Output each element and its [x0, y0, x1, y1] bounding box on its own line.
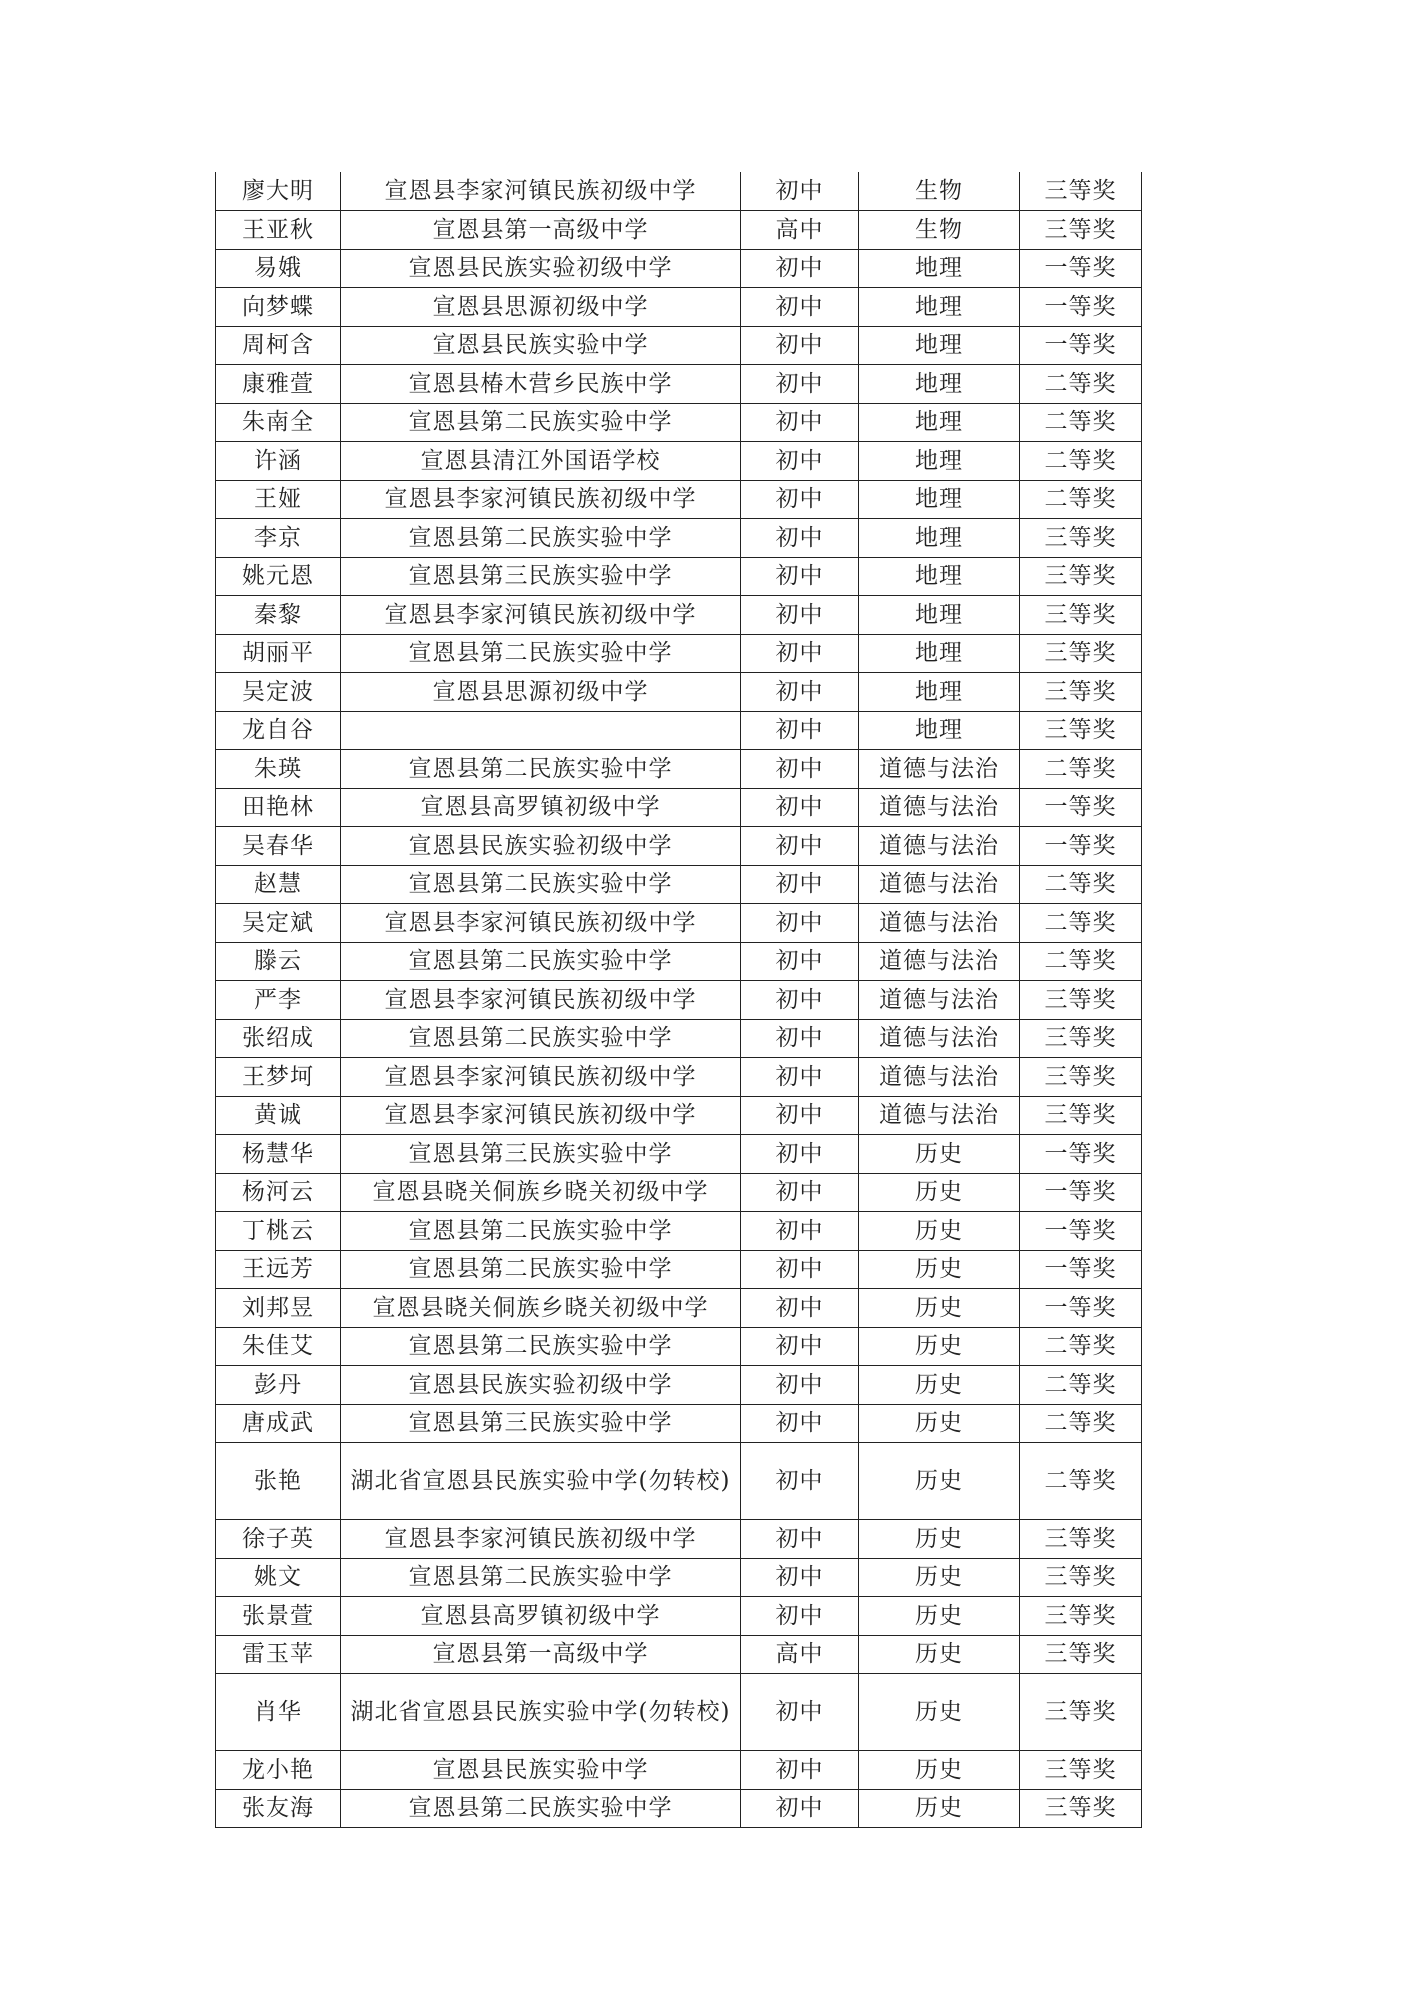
award-cell: 二等奖 — [1020, 1327, 1142, 1366]
award-cell: 一等奖 — [1020, 788, 1142, 827]
award-cell: 一等奖 — [1020, 827, 1142, 866]
student-name-cell: 黄诚 — [216, 1096, 341, 1135]
school-level-cell: 初中 — [741, 1520, 859, 1559]
table-row — [216, 403, 1142, 442]
table-row — [216, 981, 1142, 1020]
school-level-cell: 初中 — [741, 1443, 859, 1520]
school-level-cell: 初中 — [741, 1327, 859, 1366]
school-level-cell: 初中 — [741, 865, 859, 904]
school-level-cell: 初中 — [741, 1212, 859, 1251]
table-row — [216, 1058, 1142, 1097]
table-row — [216, 326, 1142, 365]
award-cell: 三等奖 — [1020, 557, 1142, 596]
award-table-body — [216, 172, 1142, 1828]
school-level-cell: 初中 — [741, 1289, 859, 1328]
table-row — [216, 673, 1142, 712]
table-row — [216, 172, 1142, 211]
student-name-cell: 朱瑛 — [216, 750, 341, 789]
school-cell: 宣恩县思源初级中学 — [341, 288, 741, 327]
table-row — [216, 1674, 1142, 1751]
school-cell: 湖北省宣恩县民族实验中学(勿转校) — [341, 1674, 741, 1751]
award-cell: 一等奖 — [1020, 1289, 1142, 1328]
student-name-cell: 王娅 — [216, 480, 341, 519]
table-row — [216, 1751, 1142, 1790]
school-cell: 宣恩县第一高级中学 — [341, 1635, 741, 1674]
student-name-cell: 许涵 — [216, 442, 341, 481]
school-cell: 宣恩县民族实验初级中学 — [341, 249, 741, 288]
school-cell: 宣恩县第二民族实验中学 — [341, 1558, 741, 1597]
school-level-cell: 初中 — [741, 596, 859, 635]
award-cell: 三等奖 — [1020, 1674, 1142, 1751]
student-name-cell: 康雅萱 — [216, 365, 341, 404]
school-cell: 宣恩县民族实验初级中学 — [341, 1366, 741, 1405]
student-name-cell: 向梦蝶 — [216, 288, 341, 327]
school-cell: 宣恩县第二民族实验中学 — [341, 1250, 741, 1289]
student-name-cell: 杨河云 — [216, 1173, 341, 1212]
table-row — [216, 904, 1142, 943]
student-name-cell: 唐成武 — [216, 1404, 341, 1443]
table-row — [216, 519, 1142, 558]
school-cell: 宣恩县晓关侗族乡晓关初级中学 — [341, 1173, 741, 1212]
table-row — [216, 1173, 1142, 1212]
school-level-cell: 初中 — [741, 1751, 859, 1790]
award-cell: 三等奖 — [1020, 519, 1142, 558]
table-row — [216, 1404, 1142, 1443]
subject-cell: 地理 — [859, 634, 1020, 673]
table-row — [216, 1558, 1142, 1597]
school-cell: 宣恩县第二民族实验中学 — [341, 1789, 741, 1828]
school-cell: 宣恩县第三民族实验中学 — [341, 557, 741, 596]
subject-cell: 道德与法治 — [859, 904, 1020, 943]
table-row — [216, 1520, 1142, 1559]
student-name-cell: 吴春华 — [216, 827, 341, 866]
student-name-cell: 杨慧华 — [216, 1135, 341, 1174]
school-level-cell: 初中 — [741, 249, 859, 288]
table-row — [216, 1019, 1142, 1058]
school-cell: 宣恩县李家河镇民族初级中学 — [341, 904, 741, 943]
school-level-cell: 初中 — [741, 365, 859, 404]
school-level-cell: 初中 — [741, 1404, 859, 1443]
school-cell: 宣恩县椿木营乡民族中学 — [341, 365, 741, 404]
table-row — [216, 1096, 1142, 1135]
table-row — [216, 1635, 1142, 1674]
subject-cell: 历史 — [859, 1751, 1020, 1790]
subject-cell: 历史 — [859, 1789, 1020, 1828]
school-level-cell: 初中 — [741, 827, 859, 866]
table-row — [216, 750, 1142, 789]
subject-cell: 道德与法治 — [859, 1058, 1020, 1097]
school-level-cell: 初中 — [741, 788, 859, 827]
award-cell: 三等奖 — [1020, 1096, 1142, 1135]
school-level-cell: 初中 — [741, 750, 859, 789]
student-name-cell: 吴定斌 — [216, 904, 341, 943]
table-row — [216, 211, 1142, 250]
subject-cell: 地理 — [859, 596, 1020, 635]
table-row — [216, 249, 1142, 288]
student-name-cell: 张景萱 — [216, 1597, 341, 1636]
subject-cell: 地理 — [859, 403, 1020, 442]
award-cell: 一等奖 — [1020, 326, 1142, 365]
school-level-cell: 初中 — [741, 326, 859, 365]
award-cell: 三等奖 — [1020, 1520, 1142, 1559]
table-row — [216, 1443, 1142, 1520]
subject-cell: 生物 — [859, 211, 1020, 250]
school-cell: 湖北省宣恩县民族实验中学(勿转校) — [341, 1443, 741, 1520]
table-row — [216, 1327, 1142, 1366]
school-level-cell: 高中 — [741, 1635, 859, 1674]
subject-cell: 历史 — [859, 1289, 1020, 1328]
subject-cell: 地理 — [859, 480, 1020, 519]
student-name-cell: 易娥 — [216, 249, 341, 288]
school-level-cell: 初中 — [741, 634, 859, 673]
award-cell: 一等奖 — [1020, 1135, 1142, 1174]
school-cell: 宣恩县李家河镇民族初级中学 — [341, 172, 741, 211]
school-level-cell: 初中 — [741, 673, 859, 712]
award-cell: 一等奖 — [1020, 1173, 1142, 1212]
school-cell: 宣恩县第二民族实验中学 — [341, 634, 741, 673]
school-cell: 宣恩县第二民族实验中学 — [341, 750, 741, 789]
subject-cell: 历史 — [859, 1635, 1020, 1674]
subject-cell: 地理 — [859, 288, 1020, 327]
student-name-cell: 李京 — [216, 519, 341, 558]
school-cell: 宣恩县第一高级中学 — [341, 211, 741, 250]
table-row — [216, 442, 1142, 481]
school-cell: 宣恩县民族实验初级中学 — [341, 827, 741, 866]
school-cell: 宣恩县李家河镇民族初级中学 — [341, 480, 741, 519]
student-name-cell: 朱南全 — [216, 403, 341, 442]
school-cell: 宣恩县李家河镇民族初级中学 — [341, 1096, 741, 1135]
subject-cell: 历史 — [859, 1404, 1020, 1443]
subject-cell: 地理 — [859, 326, 1020, 365]
subject-cell: 地理 — [859, 442, 1020, 481]
table-row — [216, 1289, 1142, 1328]
table-row — [216, 596, 1142, 635]
table-row — [216, 1789, 1142, 1828]
award-cell: 三等奖 — [1020, 1558, 1142, 1597]
award-cell: 一等奖 — [1020, 288, 1142, 327]
subject-cell: 道德与法治 — [859, 827, 1020, 866]
table-row — [216, 1366, 1142, 1405]
student-name-cell: 雷玉苹 — [216, 1635, 341, 1674]
student-name-cell: 姚文 — [216, 1558, 341, 1597]
school-cell: 宣恩县清江外国语学校 — [341, 442, 741, 481]
subject-cell: 道德与法治 — [859, 981, 1020, 1020]
school-level-cell: 初中 — [741, 1173, 859, 1212]
school-level-cell: 初中 — [741, 480, 859, 519]
subject-cell: 历史 — [859, 1327, 1020, 1366]
table-row — [216, 557, 1142, 596]
student-name-cell: 朱佳艾 — [216, 1327, 341, 1366]
school-cell: 宣恩县第二民族实验中学 — [341, 942, 741, 981]
subject-cell: 历史 — [859, 1250, 1020, 1289]
award-cell: 三等奖 — [1020, 1751, 1142, 1790]
school-level-cell: 初中 — [741, 1019, 859, 1058]
school-level-cell: 初中 — [741, 519, 859, 558]
award-cell: 三等奖 — [1020, 1635, 1142, 1674]
school-level-cell: 高中 — [741, 211, 859, 250]
subject-cell: 历史 — [859, 1443, 1020, 1520]
award-cell: 三等奖 — [1020, 673, 1142, 712]
award-cell: 一等奖 — [1020, 1250, 1142, 1289]
award-cell: 一等奖 — [1020, 249, 1142, 288]
school-cell: 宣恩县晓关侗族乡晓关初级中学 — [341, 1289, 741, 1328]
subject-cell: 道德与法治 — [859, 942, 1020, 981]
student-name-cell: 周柯含 — [216, 326, 341, 365]
subject-cell: 地理 — [859, 711, 1020, 750]
student-name-cell: 王远芳 — [216, 1250, 341, 1289]
school-level-cell: 初中 — [741, 288, 859, 327]
student-name-cell: 严李 — [216, 981, 341, 1020]
award-cell: 一等奖 — [1020, 1212, 1142, 1251]
table-row — [216, 1250, 1142, 1289]
award-cell: 三等奖 — [1020, 1597, 1142, 1636]
table-row — [216, 1597, 1142, 1636]
student-name-cell: 丁桃云 — [216, 1212, 341, 1251]
school-cell: 宣恩县李家河镇民族初级中学 — [341, 1058, 741, 1097]
school-level-cell: 初中 — [741, 1250, 859, 1289]
award-cell: 三等奖 — [1020, 711, 1142, 750]
school-cell: 宣恩县第二民族实验中学 — [341, 519, 741, 558]
student-name-cell: 彭丹 — [216, 1366, 341, 1405]
subject-cell: 地理 — [859, 519, 1020, 558]
award-cell: 三等奖 — [1020, 172, 1142, 211]
school-cell: 宣恩县李家河镇民族初级中学 — [341, 596, 741, 635]
award-cell: 三等奖 — [1020, 1019, 1142, 1058]
award-table — [215, 172, 1142, 1828]
school-cell: 宣恩县高罗镇初级中学 — [341, 1597, 741, 1636]
table-row — [216, 827, 1142, 866]
school-level-cell: 初中 — [741, 1789, 859, 1828]
student-name-cell: 刘邦昱 — [216, 1289, 341, 1328]
award-cell: 二等奖 — [1020, 904, 1142, 943]
subject-cell: 历史 — [859, 1173, 1020, 1212]
award-cell: 二等奖 — [1020, 442, 1142, 481]
student-name-cell: 廖大明 — [216, 172, 341, 211]
subject-cell: 历史 — [859, 1135, 1020, 1174]
school-level-cell: 初中 — [741, 1096, 859, 1135]
school-level-cell: 初中 — [741, 942, 859, 981]
school-level-cell: 初中 — [741, 1597, 859, 1636]
table-row — [216, 711, 1142, 750]
school-cell: 宣恩县第二民族实验中学 — [341, 1327, 741, 1366]
school-cell: 宣恩县民族实验中学 — [341, 1751, 741, 1790]
school-cell: 宣恩县高罗镇初级中学 — [341, 788, 741, 827]
subject-cell: 历史 — [859, 1674, 1020, 1751]
student-name-cell: 龙自谷 — [216, 711, 341, 750]
school-level-cell: 初中 — [741, 1366, 859, 1405]
school-level-cell: 初中 — [741, 981, 859, 1020]
subject-cell: 地理 — [859, 673, 1020, 712]
school-cell: 宣恩县第三民族实验中学 — [341, 1135, 741, 1174]
student-name-cell: 龙小艳 — [216, 1751, 341, 1790]
school-level-cell: 初中 — [741, 557, 859, 596]
award-cell: 三等奖 — [1020, 1789, 1142, 1828]
school-level-cell: 初中 — [741, 711, 859, 750]
student-name-cell: 田艳林 — [216, 788, 341, 827]
student-name-cell: 张绍成 — [216, 1019, 341, 1058]
subject-cell: 道德与法治 — [859, 865, 1020, 904]
student-name-cell: 胡丽平 — [216, 634, 341, 673]
award-cell: 二等奖 — [1020, 1404, 1142, 1443]
subject-cell: 道德与法治 — [859, 1096, 1020, 1135]
school-level-cell: 初中 — [741, 442, 859, 481]
table-row — [216, 788, 1142, 827]
student-name-cell: 肖华 — [216, 1674, 341, 1751]
table-row — [216, 288, 1142, 327]
award-cell: 二等奖 — [1020, 942, 1142, 981]
school-cell — [341, 711, 741, 750]
table-row — [216, 365, 1142, 404]
award-cell: 二等奖 — [1020, 865, 1142, 904]
award-cell: 二等奖 — [1020, 365, 1142, 404]
student-name-cell: 赵慧 — [216, 865, 341, 904]
subject-cell: 道德与法治 — [859, 788, 1020, 827]
school-level-cell: 初中 — [741, 1058, 859, 1097]
school-cell: 宣恩县第二民族实验中学 — [341, 865, 741, 904]
school-level-cell: 初中 — [741, 1135, 859, 1174]
student-name-cell: 张艳 — [216, 1443, 341, 1520]
award-cell: 三等奖 — [1020, 634, 1142, 673]
table-row — [216, 480, 1142, 519]
school-cell: 宣恩县思源初级中学 — [341, 673, 741, 712]
student-name-cell: 王梦坷 — [216, 1058, 341, 1097]
subject-cell: 道德与法治 — [859, 1019, 1020, 1058]
student-name-cell: 张友海 — [216, 1789, 341, 1828]
school-level-cell: 初中 — [741, 1674, 859, 1751]
table-row — [216, 1135, 1142, 1174]
school-cell: 宣恩县李家河镇民族初级中学 — [341, 1520, 741, 1559]
school-cell: 宣恩县第二民族实验中学 — [341, 403, 741, 442]
subject-cell: 生物 — [859, 172, 1020, 211]
school-level-cell: 初中 — [741, 403, 859, 442]
award-cell: 二等奖 — [1020, 480, 1142, 519]
student-name-cell: 滕云 — [216, 942, 341, 981]
subject-cell: 地理 — [859, 557, 1020, 596]
subject-cell: 历史 — [859, 1212, 1020, 1251]
award-cell: 三等奖 — [1020, 211, 1142, 250]
school-cell: 宣恩县第二民族实验中学 — [341, 1019, 741, 1058]
school-cell: 宣恩县第三民族实验中学 — [341, 1404, 741, 1443]
school-level-cell: 初中 — [741, 172, 859, 211]
award-cell: 三等奖 — [1020, 596, 1142, 635]
subject-cell: 历史 — [859, 1520, 1020, 1559]
school-cell: 宣恩县民族实验中学 — [341, 326, 741, 365]
table-row — [216, 1212, 1142, 1251]
school-cell: 宣恩县李家河镇民族初级中学 — [341, 981, 741, 1020]
award-cell: 二等奖 — [1020, 403, 1142, 442]
award-cell: 二等奖 — [1020, 1366, 1142, 1405]
subject-cell: 道德与法治 — [859, 750, 1020, 789]
table-row — [216, 865, 1142, 904]
table-row — [216, 634, 1142, 673]
award-cell: 二等奖 — [1020, 1443, 1142, 1520]
award-cell: 三等奖 — [1020, 1058, 1142, 1097]
school-level-cell: 初中 — [741, 904, 859, 943]
student-name-cell: 姚元恩 — [216, 557, 341, 596]
award-cell: 二等奖 — [1020, 750, 1142, 789]
student-name-cell: 王亚秋 — [216, 211, 341, 250]
table-row — [216, 942, 1142, 981]
subject-cell: 地理 — [859, 365, 1020, 404]
student-name-cell: 吴定波 — [216, 673, 341, 712]
subject-cell: 历史 — [859, 1558, 1020, 1597]
student-name-cell: 秦黎 — [216, 596, 341, 635]
award-cell: 三等奖 — [1020, 981, 1142, 1020]
school-cell: 宣恩县第二民族实验中学 — [341, 1212, 741, 1251]
subject-cell: 历史 — [859, 1366, 1020, 1405]
school-level-cell: 初中 — [741, 1558, 859, 1597]
subject-cell: 历史 — [859, 1597, 1020, 1636]
student-name-cell: 徐子英 — [216, 1520, 341, 1559]
subject-cell: 地理 — [859, 249, 1020, 288]
